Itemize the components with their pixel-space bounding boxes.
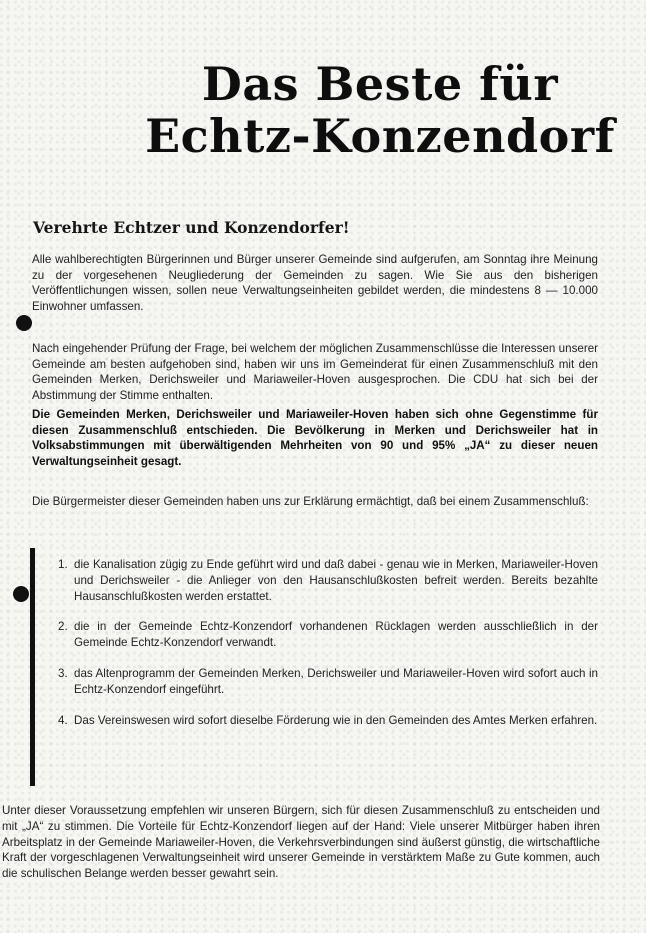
punch-hole-mark	[16, 315, 32, 331]
list-item	[58, 557, 598, 604]
list-item-number: 3.	[58, 666, 68, 680]
list-item	[58, 619, 598, 651]
salutation: Verehrte Echtzer und Konzendorfer!	[33, 218, 350, 237]
list-item	[58, 713, 598, 729]
margin-bar	[30, 548, 35, 786]
paragraph-mayors: Die Bürgermeister dieser Gemeinden haben uns zur Erklärung ermächtigt, daß bei einem Zusammenschluß:	[32, 495, 589, 508]
commitments-list	[58, 557, 598, 743]
document-title: Das Beste für Echtz-Konzendorf	[145, 57, 615, 163]
paragraph-closing: Unter dieser Voraussetzung empfehlen wir unseren Bürgern, sich für diesen Zusammenschluß zu entscheiden und mit „JA“ zu stimmen. Die Vorteile für Echtz-Konzendorf liegen auf der Hand: Viele unserer Mitbürger haben ihren Arbeitsplatz in der Gemeinde Mariaweiler-Hoven, die Verkehrsverbindungen sind äußerst günstig, die wirtschaftliche Kraft der vorgeschlagenen Verwaltungseinheit wird unserer Gemeinde in verstärktem Maße zu Gute kommen, auch die schulischen Belange werden besser gewahrt sein.	[2, 804, 600, 881]
list-item-number: 2.	[58, 620, 68, 634]
list-item-text: Das Vereinswesen wird sofort dieselbe Förderung wie in den Gemeinden des Amtes Merken erfahren.	[74, 713, 598, 727]
list-item-number: 1.	[58, 558, 68, 571]
list-item-number: 4.	[58, 713, 68, 727]
list-item-text: das Altenprogramm der Gemeinden Merken, Derichsweiler und Mariaweiler-Hoven wird sofort auch in Echtz-Konzendorf eingeführt.	[74, 666, 598, 696]
list-item-text: die in der Gemeinde Echtz-Konzendorf vorhandenen Rücklagen werden ausschließlich in der Gemeinde Echtz-Konzendorf verwandt.	[74, 620, 598, 650]
paragraph-intro: Alle wahlberechtigten Bürgerinnen und Bürger unserer Gemeinde sind aufgerufen, am Sonntag ihre Meinung zu der vorgesehenen Neugliederung der Gemeinden zu sagen. Wie Sie aus den bisherigen Veröffentlichungen wissen, sollen neue Verwaltungseinheiten gebildet werden, die mindestens 8 — 10.000 Einwohner umfassen.	[32, 253, 598, 313]
paragraph-municipalities: Die Gemeinden Merken, Derichsweiler und Mariaweiler-Hoven haben sich ohne Gegenstimme für diesen Zusammenschluß entschieden. Die Bevölkerung in Merken und Derichsweiler hat in Volksabstimmungen mit überwältigenden Mehrheiten von 90 und 95% „JA“ zu dieser neuen Verwaltungseinheit gesagt.	[32, 408, 598, 468]
list-item	[58, 666, 598, 698]
list-item-text: die Kanalisation zügig zu Ende geführt wird und daß dabei - genau wie in Merken, Mariaweiler-Hoven und Derichsweiler - die Anlieger von den Hausanschlußkosten befreit werden. Bereits bezahlte Hausanschlußkosten werden erstattet.	[74, 558, 598, 603]
paragraph-council: Nach eingehender Prüfung der Frage, bei welchem der möglichen Zusammenschlüsse die Interessen unserer Gemeinde am besten aufgehoben sind, haben wir uns im Gemeinderat für einen Zusammenschluß mit den Gemeinden Merken, Derichsweiler und Mariaweiler-Hoven ausgesprochen. Die CDU hat sich bei der Abstimmung der Stimme enthalten.	[32, 342, 598, 402]
punch-hole-mark	[13, 586, 29, 602]
